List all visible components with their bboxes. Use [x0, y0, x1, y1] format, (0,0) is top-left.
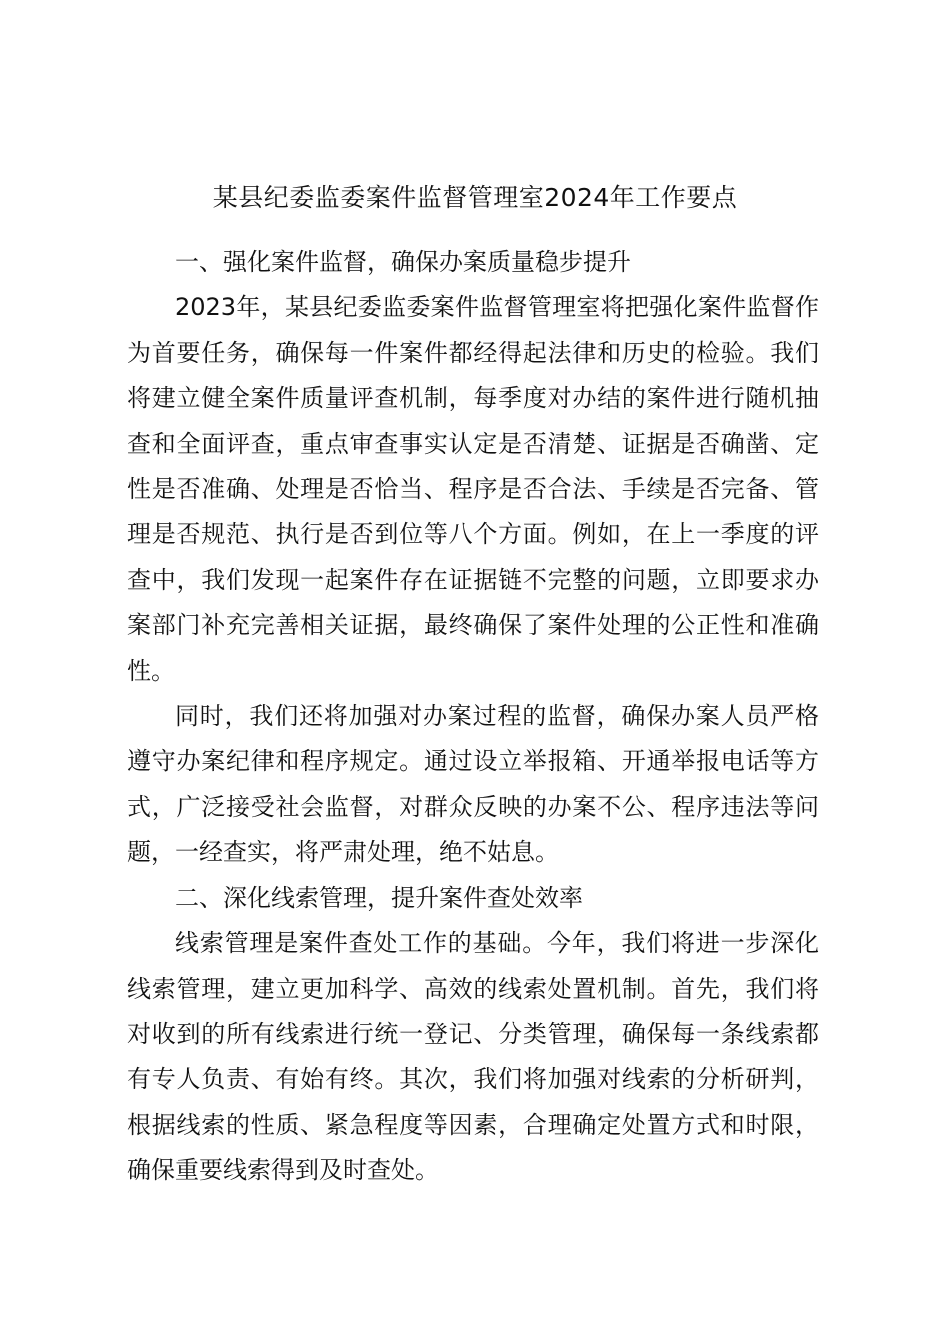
paragraph-2: 同时，我们还将加强对办案过程的监督，确保办案人员严格遵守办案纪律和程序规定。通过设立举报箱、开通举报电话等方式，广泛接受社会监督，对群众反映的办案不公、程序违法等问题，一经查实，将严肃处理，绝不姑息。: [127, 702, 819, 867]
paragraph-3: 线索管理是案件查处工作的基础。今年，我们将进一步深化线索管理，建立更加科学、高效的线索处置机制。首先，我们将对收到的所有线索进行统一登记、分类管理，确保每一条线索都有专人负责、有始有终。其次，我们将加强对线索的分析研判，根据线索的性质、紧急程度等因素，合理确定处置方式和时限，确保重要线索得到及时查处。: [127, 929, 819, 1185]
paragraph-1: 2023年，某县纪委监委案件监督管理室将把强化案件监督作为首要任务，确保每一件案件都经得起法律和历史的检验。我们将建立健全案件质量评查机制，每季度对办结的案件进行随机抽查和全面评查，重点审查事实认定是否清楚、证据是否确凿、定性是否准确、处理是否恰当、程序是否合法、手续是否完备、管理是否规范、执行是否到位等八个方面。例如，在上一季度的评查中，我们发现一起案件存在证据链不完整的问题，立即要求办案部门补充完善相关证据，最终确保了案件处理的公正性和准确性。: [127, 293, 819, 685]
document-body: [127, 240, 819, 1194]
section-heading-2: 二、深化线索管理，提升案件查处效率: [175, 883, 583, 912]
section-heading-1: 一、强化案件监督，确保办案质量稳步提升: [175, 248, 631, 276]
document-title: 某县纪委监委案件监督管理室2024年工作要点: [212, 183, 738, 212]
